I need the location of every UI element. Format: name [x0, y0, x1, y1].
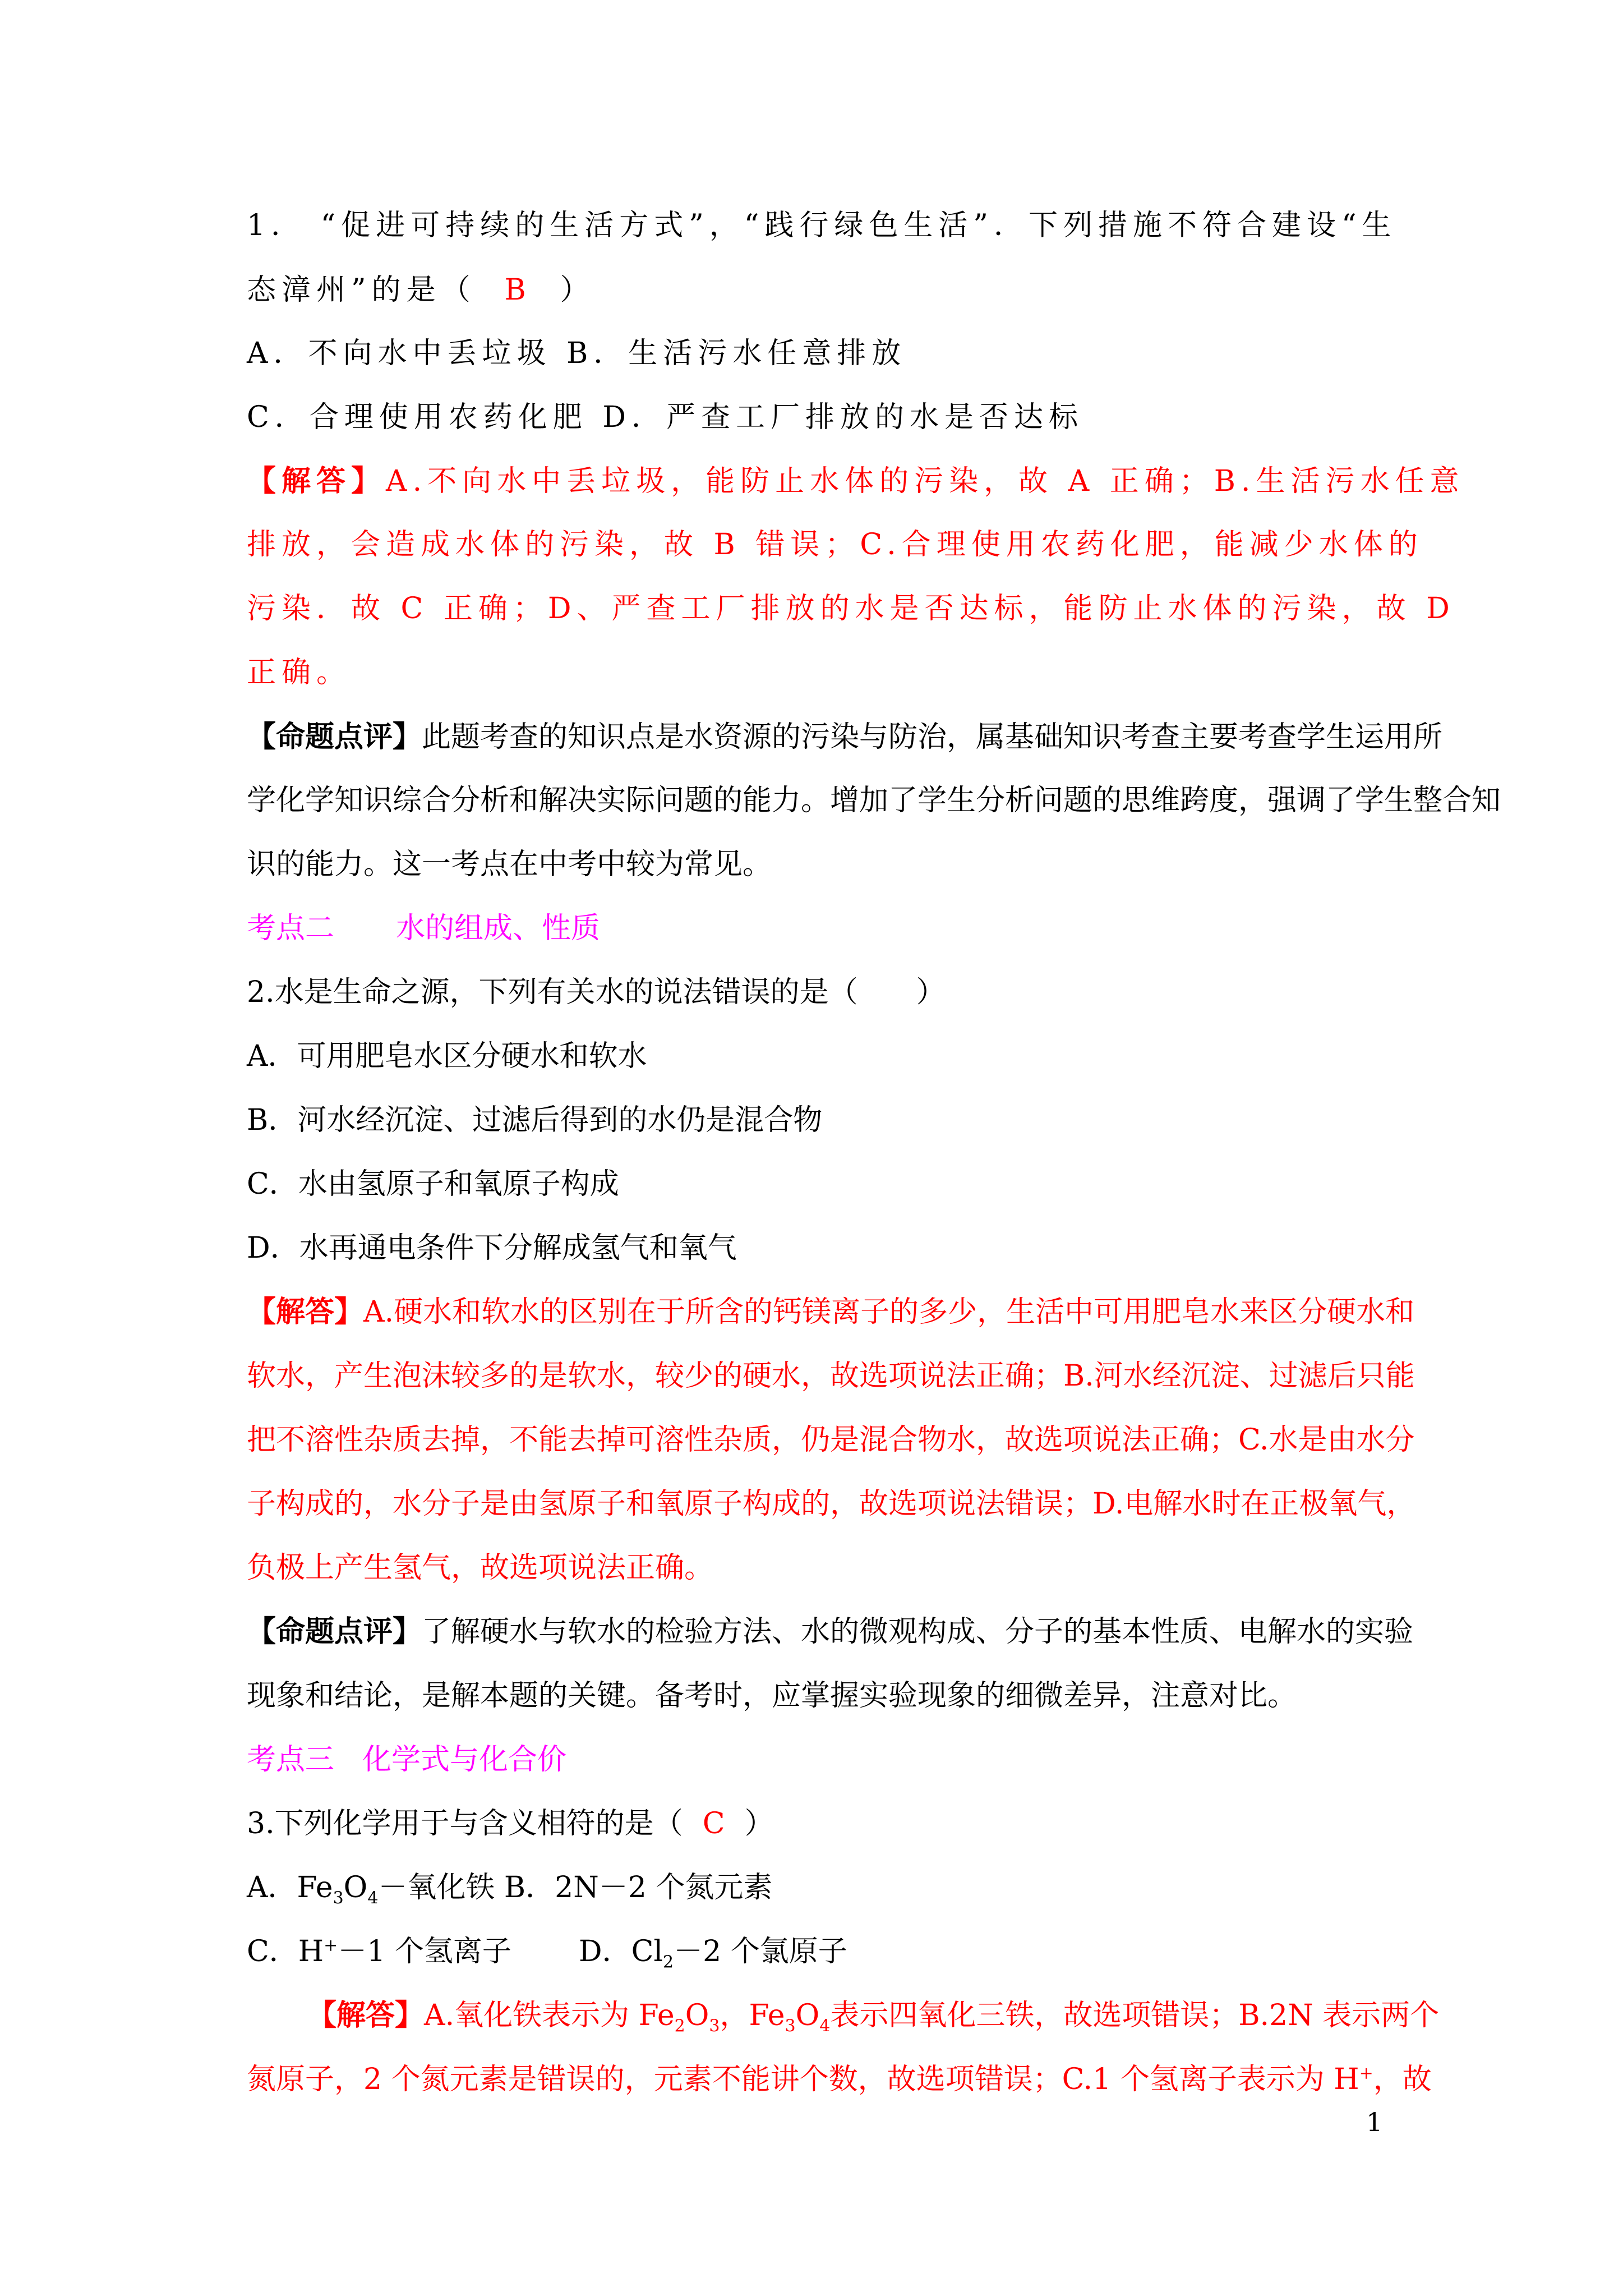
solution-text: A.硬水和软水的区别在于所含的钙镁离子的多少，生活中可用肥皂水来区分硬水和	[363, 1295, 1415, 1329]
solution-label: 【解答】	[307, 1998, 425, 2032]
q3-stem-close: ）	[744, 1807, 774, 1841]
section-title: 水的组成、性质	[396, 912, 601, 945]
q1-comment-line3: 识的能力。这一考点在中考中较为常见。	[247, 848, 772, 881]
q2-option-a: A．可用肥皂水区分硬水和软水	[247, 1039, 647, 1073]
subscript: 2	[663, 1952, 674, 1972]
q3-solution-line1	[307, 1998, 1440, 2036]
text-run: A．Fe	[247, 1871, 333, 1904]
q1-stem-line2	[247, 273, 595, 307]
q2-stem: 2.水是生命之源，下列有关水的说法错误的是（ ）	[247, 976, 946, 1009]
q2-option-d: D．水再通电条件下分解成氢气和氧气	[247, 1231, 737, 1265]
section-title: 化学式与化合价	[362, 1743, 567, 1777]
text-run: C．H	[247, 1935, 324, 1968]
subscript: 4	[367, 1888, 379, 1908]
q3-solution-line2	[247, 2063, 1432, 2096]
q1-answer: B	[504, 273, 532, 307]
text-run: O	[685, 1999, 709, 2032]
comment-label: 【命题点评】	[247, 720, 422, 754]
q1-solution-line3: 污染．故 C 正确；D、严查工厂排放的水是否达标，能防止水体的污染，故 D	[247, 592, 1455, 625]
solution-label: 【解答】	[247, 464, 386, 498]
subscript: 2	[674, 2016, 685, 2036]
q2-solution-line5: 负极上产生氢气，故选项说法正确。	[247, 1551, 714, 1585]
comment-text: 了解硬水与软水的检验方法、水的微观构成、分子的基本性质、电解水的实验	[422, 1615, 1414, 1649]
section-label: 考点二	[247, 912, 335, 945]
superscript: +	[1359, 2063, 1373, 2083]
superscript: +	[324, 1935, 338, 1955]
text-run: －2 个氯原子	[674, 1935, 847, 1968]
page-number: 1	[1366, 2107, 1383, 2137]
section-heading-2	[247, 912, 600, 945]
text-run: D．Cl	[578, 1935, 663, 1968]
q1-comment-line2: 学化学知识综合分析和解决实际问题的能力。增加了学生分析问题的思维跨度，强调了学生整合知	[247, 784, 1501, 817]
text-run: O	[343, 1871, 368, 1904]
q1-options-cd: C．合理使用农药化肥 D．严查工厂排放的水是否达标	[247, 401, 1084, 434]
q2-option-c: C．水由氢原子和氧原子构成	[247, 1167, 619, 1201]
q1-solution-line1	[247, 464, 1464, 498]
q3-answer: C	[702, 1807, 725, 1841]
text-run: O	[795, 1999, 820, 2032]
text-run: ，故	[1373, 2063, 1432, 2096]
q2-solution-line1	[247, 1295, 1414, 1329]
q2-comment-line2: 现象和结论，是解本题的关键。备考时，应掌握实验现象的细微差异，注意对比。	[247, 1679, 1297, 1713]
text-run: 表示四氧化三铁，故选项错误；B.2N 表示两个	[830, 1999, 1440, 2032]
text-run: 氮原子，2 个氮元素是错误的，元素不能讲个数，故选项错误；C.1 个氢离子表示为 H	[247, 2063, 1359, 2096]
q1-comment-line1	[247, 720, 1442, 754]
text-run: A.氧化铁表示为 Fe	[424, 1999, 675, 2032]
q2-comment-line1	[247, 1615, 1413, 1649]
q1-stem-line1: 1． “促进可持续的生活方式”，“践行绿色生活”．下列措施不符合建设“生	[247, 209, 1397, 242]
text-run: －氧化铁 B．2N－2 个氮元素	[378, 1871, 773, 1904]
q3-stem	[247, 1807, 774, 1841]
q3-options-ab	[247, 1871, 773, 1908]
q1-stem-close: ）	[560, 273, 595, 307]
q2-option-b: B．河水经沉淀、过滤后得到的水仍是混合物	[247, 1103, 823, 1137]
q1-stem-text: 态漳州”的是（	[247, 273, 476, 307]
section-label: 考点三	[247, 1743, 335, 1777]
q3-options-cd	[247, 1935, 847, 1972]
section-heading-3	[247, 1743, 566, 1777]
q2-solution-line4: 子构成的，水分子是由氢原子和氧原子构成的，故选项说法错误；D.电解水时在正极氧气，	[247, 1487, 1416, 1521]
text-run: ，Fe	[720, 1999, 785, 2032]
q2-solution-line2: 软水，产生泡沫较多的是软水，较少的硬水，故选项说法正确；B.河水经沉淀、过滤后只能	[247, 1359, 1415, 1393]
comment-label: 【命题点评】	[247, 1614, 422, 1649]
subscript: 4	[819, 2016, 831, 2036]
subscript: 3	[785, 2016, 796, 2036]
solution-text: A.不向水中丢垃圾，能防止水体的污染，故 A 正确；B.生活污水任意	[386, 464, 1465, 498]
q1-options-ab: A．不向水中丢垃圾 B．生活污水任意排放	[247, 337, 907, 370]
q1-solution-line2: 排放，会造成水体的污染，故 B 错误；C.合理使用农药化肥，能减少水体的	[247, 528, 1423, 562]
q3-stem-text: 3.下列化学用于与含义相符的是（	[247, 1807, 683, 1841]
comment-text: 此题考查的知识点是水资源的污染与防治，属基础知识考查主要考查学生运用所	[422, 720, 1443, 754]
solution-label: 【解答】	[247, 1295, 364, 1329]
text-run: －1 个氢离子	[338, 1935, 511, 1968]
q1-solution-line4: 正确。	[247, 656, 352, 689]
q2-solution-line3: 把不溶性杂质去掉，不能去掉可溶性杂质，仍是混合物水，故选项说法正确；C.水是由水分	[247, 1423, 1415, 1457]
subscript: 3	[333, 1888, 344, 1908]
subscript: 3	[709, 2016, 720, 2036]
